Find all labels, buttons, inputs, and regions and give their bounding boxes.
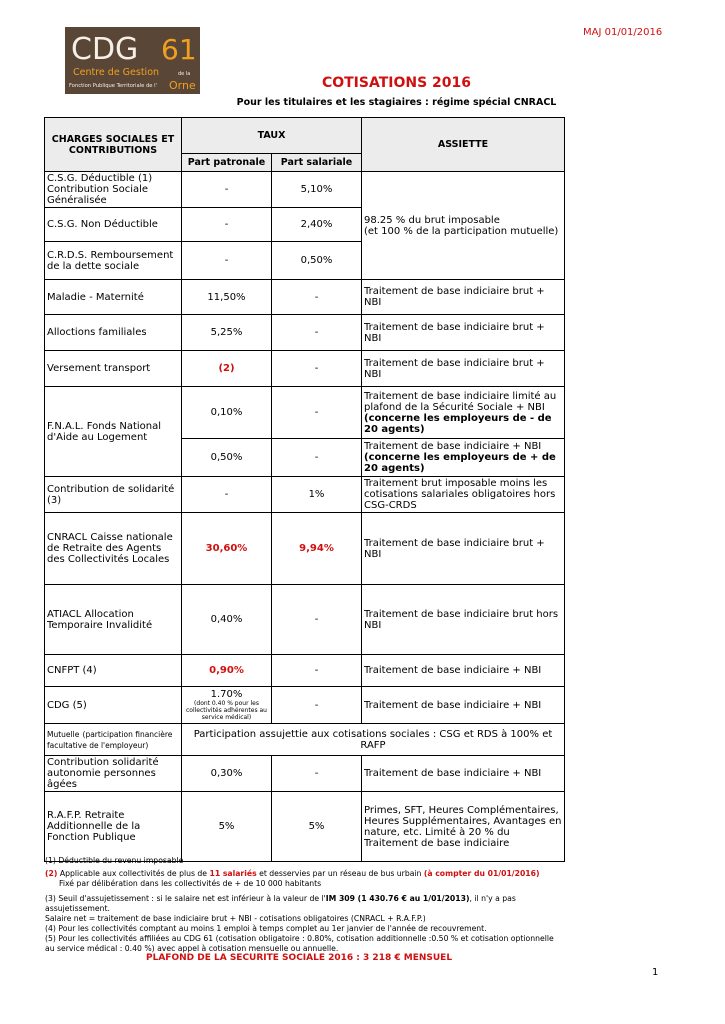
header-taux: TAUX: [182, 118, 362, 154]
note-3-text-2: , il n'y a pas assujetissement.: [45, 894, 516, 913]
part-salariale: 9,94%: [272, 513, 362, 585]
table-row: [45, 351, 565, 387]
table-row: [45, 687, 565, 724]
note-5: (5) Pour les collectivités affiliées au CDG 61 (cotisation obligatoire : 0.80%, cotisation additionnelle :0.50 % et cotisation optionnelle au service médical : 0.40 %) avec appel à cotisation mensuelle ou annuelle.: [45, 934, 554, 953]
note-4: (4) Pour les collectivités comptant au moins 1 emploi à temps complet au 1er janvier de l'année de recouvrement.: [45, 924, 487, 933]
assiette: Traitement de base indiciaire + NBI: [362, 687, 565, 724]
logo-letters: CDG: [71, 32, 139, 67]
assiette: Primes, SFT, Heures Complémentaires, Heures Supplémentaires, Avantages en nature, etc. Limité à 20 % du Traitement de base indiciaire: [362, 792, 565, 862]
part-salariale: -: [272, 439, 362, 477]
part-patronale: 0,90%: [182, 655, 272, 687]
assiette: Traitement de base indiciaire + NBI: [362, 655, 565, 687]
part-salariale: -: [272, 280, 362, 315]
page-subtitle: Pour les titulaires et les stagiaires : régime spécial CNRACL: [236, 97, 557, 108]
assiette-csg-line1: 98.25 % du brut imposable: [364, 214, 500, 226]
assiette: Traitement de base indiciaire brut + NBI: [362, 280, 565, 315]
part-salariale: 0,50%: [272, 242, 362, 280]
table-row: [45, 280, 565, 315]
part-patronale: 0,10%: [182, 387, 272, 439]
assiette-csg-line2: (et 100 % de la participation mutuelle): [364, 225, 559, 237]
part-patronale: -: [182, 172, 272, 208]
assiette: Traitement brut imposable moins les cotisations salariales obligatoires hors CSG-CRDS: [362, 477, 565, 513]
note-2-text-2: et desservies par un réseau de bus urbain: [256, 869, 424, 878]
table-row: [45, 756, 565, 792]
row-label: C.S.G. Non Déductible: [45, 208, 182, 242]
assiette: Traitement de base indiciaire + NBI: [362, 756, 565, 792]
row-label: C.R.D.S. Remboursement de la dette sociale: [45, 242, 182, 280]
assiette: Traitement de base indiciaire brut + NBI: [362, 315, 565, 351]
note-2-text: Applicable aux collectivités de plus de: [57, 869, 210, 878]
note-2: [45, 869, 565, 879]
table-row: [45, 724, 565, 756]
part-patronale: 0,40%: [182, 585, 272, 655]
mutuelle-label: Mutuelle: [47, 729, 80, 739]
logo-line1: Centre de Gestion: [73, 67, 160, 78]
header-assiette: ASSIETTE: [362, 118, 565, 172]
logo-line2: Fonction Publique Territoriale de l': [69, 83, 157, 89]
note-2-ref: (2): [45, 869, 58, 878]
table-row: [45, 792, 565, 862]
assiette: Traitement de base indiciaire brut + NBI: [362, 513, 565, 585]
logo-number: 61: [161, 33, 197, 66]
logo-line2b: Orne: [169, 79, 196, 92]
row-label: Alloctions familiales: [45, 315, 182, 351]
table-row: [45, 315, 565, 351]
row-label: F.N.A.L. Fonds National d'Aide au Logement: [45, 387, 182, 477]
table-row: [45, 172, 565, 208]
row-label: ATIACL Allocation Temporaire Invalidité: [45, 585, 182, 655]
row-label: Contribution de solidarité (3): [45, 477, 182, 513]
assiette-csg: [362, 172, 565, 280]
cdg-rate: 1.70%: [210, 689, 243, 700]
part-patronale: (2): [182, 351, 272, 387]
update-date: MAJ 01/01/2016: [583, 27, 663, 38]
part-salariale: 5%: [272, 792, 362, 862]
note-2-highlight: 11 salariés: [209, 869, 257, 878]
assiette: Traitement de base indiciaire brut + NBI: [362, 351, 565, 387]
page-title: COTISATIONS 2016: [321, 75, 472, 91]
assiette: [362, 439, 565, 477]
assiette-text: Traitement de base indiciaire limité au plafond de la Sécurité Sociale + NBI: [364, 390, 557, 413]
note-2-date: (à compter du 01/01/2016): [423, 869, 540, 878]
part-patronale: 11,50%: [182, 280, 272, 315]
part-salariale: -: [272, 315, 362, 351]
part-salariale: -: [272, 687, 362, 724]
part-salariale: 1%: [272, 477, 362, 513]
row-label: Maladie - Maternité: [45, 280, 182, 315]
logo-line1b: de la: [178, 71, 191, 77]
part-salariale: -: [272, 387, 362, 439]
part-patronale: 30,60%: [182, 513, 272, 585]
row-label: Versement transport: [45, 351, 182, 387]
header-charges: CHARGES SOCIALES ET CONTRIBUTIONS: [45, 118, 182, 172]
row-label: Contribution solidarité autonomie personnes âgées: [45, 756, 182, 792]
note-3-text: (3) Seuil d'assujetissement : si le salaire net est inférieur à la valeur de l': [45, 894, 326, 903]
note-3-bold: IM 309 (1 430.76 € au 1/01/2013): [325, 894, 470, 903]
part-salariale: -: [272, 351, 362, 387]
part-salariale: -: [272, 585, 362, 655]
row-label: CNFPT (4): [45, 655, 182, 687]
part-patronale: -: [182, 242, 272, 280]
cdg-rate-note: (dont 0.40 % pour les collectivités adhérentes au service médical): [186, 700, 267, 721]
row-label: C.S.G. Déductible (1) Contribution Sociale Généralisée: [45, 172, 182, 208]
note-3: [45, 894, 565, 914]
note-1: (1) Déductible du revenu imposable: [45, 856, 184, 865]
assiette-text: Traitement de base indiciaire + NBI: [364, 441, 542, 452]
table-row: [45, 513, 565, 585]
row-label: R.A.F.P. Retraite Additionnelle de la Fonction Publique: [45, 792, 182, 862]
note-2-sub: Fixé par délibération dans les collectivités de + de 10 000 habitants: [59, 879, 322, 888]
part-patronale: [182, 687, 272, 724]
header-patronale: Part patronale: [182, 154, 272, 172]
part-patronale: 0,30%: [182, 756, 272, 792]
part-patronale: -: [182, 477, 272, 513]
assiette-mutuelle: Participation assujettie aux cotisations sociales : CSG et RDS à 100% et RAFP: [182, 724, 565, 756]
mutuelle-note: (participation financière facultative de l'employeur): [47, 729, 173, 750]
assiette: Traitement de base indiciaire brut hors NBI: [362, 585, 565, 655]
part-salariale: -: [272, 756, 362, 792]
assiette-note: (concerne les employeurs de + de 20 agents): [364, 452, 556, 474]
part-patronale: 5%: [182, 792, 272, 862]
part-salariale: 2,40%: [272, 208, 362, 242]
assiette: [362, 387, 565, 439]
assiette-note: (concerne les employeurs de - de 20 agents): [364, 412, 552, 435]
footnotes: [45, 856, 565, 954]
row-label: [45, 724, 182, 756]
row-label: CNRACL Caisse nationale de Retraite des Agents des Collectivités Locales: [45, 513, 182, 585]
part-salariale: -: [272, 655, 362, 687]
part-patronale: -: [182, 208, 272, 242]
plafond-securite-sociale: PLAFOND DE LA SECURITE SOCIALE 2016 : 3 218 € MENSUEL: [146, 953, 453, 963]
cotisations-table: [44, 117, 565, 862]
table-row: [45, 585, 565, 655]
note-3-sub: Salaire net = traitement de base indiciaire brut + NBI - cotisations obligatoires (CNRACL + R.A.F.P.): [45, 914, 426, 923]
part-patronale: 0,50%: [182, 439, 272, 477]
row-label: CDG (5): [45, 687, 182, 724]
part-patronale: 5,25%: [182, 315, 272, 351]
table-row: [45, 387, 565, 439]
part-salariale: 5,10%: [272, 172, 362, 208]
table-row: [45, 655, 565, 687]
header-salariale: Part salariale: [272, 154, 362, 172]
page-number: 1: [652, 967, 659, 978]
table-row: [45, 477, 565, 513]
